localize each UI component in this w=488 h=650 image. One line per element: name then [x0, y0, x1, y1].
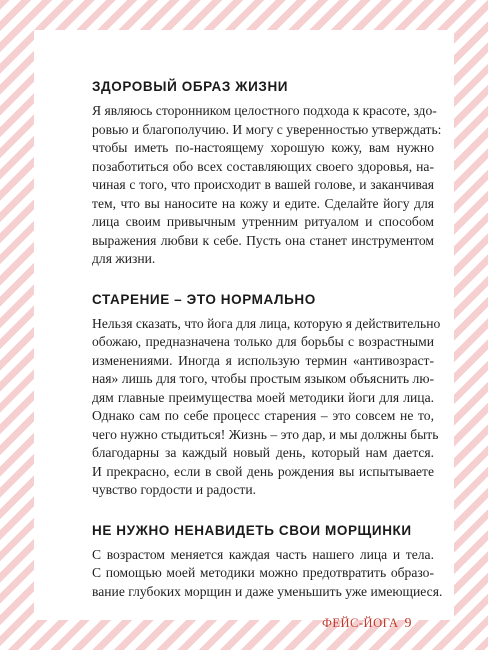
- text-line: тем, что вы наносите на кожу и едите. Сделайте йогу для: [92, 195, 434, 211]
- book-page: [34, 30, 454, 631]
- text-line: чтобы иметь по-настоящему хорошую кожу, вам нужно: [92, 140, 434, 155]
- text-line: ная» лишь для того, чтобы простым языком объяснить лю-: [92, 371, 434, 386]
- text-line: чувство гордости и радости.: [92, 482, 257, 497]
- running-title: ФЕЙС-ЙОГА: [322, 616, 399, 630]
- text-line: обожаю, предназначена только для борьбы с возрастными: [92, 334, 434, 349]
- text-line: Однако сам по себе процесс старения – это совсем не то,: [92, 408, 434, 423]
- section-heading: НЕ НУЖНО НЕНАВИДЕТЬ СВОИ МОРЩИНКИ: [92, 522, 412, 538]
- text-line: Я являюсь сторонником целостного подхода к красоте, здо-: [92, 103, 437, 118]
- section-heading: ЗДОРОВЫЙ ОБРАЗ ЖИЗНИ: [92, 79, 289, 94]
- text-line: благодарны за каждый новый день, который нам дается.: [92, 445, 434, 460]
- text-line: Нельзя сказать, что йога для лица, которую я действительно: [92, 315, 441, 331]
- text-line: вание глубоких морщин и даже уменьшить уже имеющиеся.: [92, 583, 443, 599]
- text-line: изменениями. Иногда я использую термин «антивозраст-: [92, 352, 434, 368]
- text-line: для жизни.: [92, 251, 156, 266]
- page-content: [92, 78, 443, 623]
- page-footer: [322, 616, 412, 632]
- text-line: С возрастом меняется каждая часть нашего лица и тела.: [92, 546, 434, 562]
- text-line: лица своим привычным утренним ритуалом и способом: [92, 214, 434, 229]
- text-line: позаботиться обо всех составляющих своего здоровья, на-: [92, 158, 434, 174]
- section-healthy-lifestyle: [92, 78, 442, 269]
- text-line: И прекрасно, если в свой день рождения вы испытываете: [92, 463, 434, 479]
- section-heading: СТАРЕНИЕ – ЭТО НОРМАЛЬНО: [92, 291, 316, 307]
- text-line: выражения любви к себе. Пусть она станет инструментом: [92, 232, 434, 248]
- text-line: ровью и благополучию. И могу с уверенностью утверждать:: [92, 121, 442, 137]
- text-line: дям главные преимущества моей методики йоги для лица.: [92, 389, 434, 405]
- section-wrinkles: [92, 522, 443, 602]
- page-number: 9: [404, 616, 412, 631]
- text-line: чего нужно стыдиться! Жизнь – это дар, и мы должны быть: [92, 426, 439, 442]
- text-line: чиная с того, что происходит в вашей голове, и заканчивая: [92, 177, 434, 192]
- text-line: С помощью моей методики можно предотвратить образо-: [92, 565, 434, 580]
- section-aging-normal: [92, 291, 441, 500]
